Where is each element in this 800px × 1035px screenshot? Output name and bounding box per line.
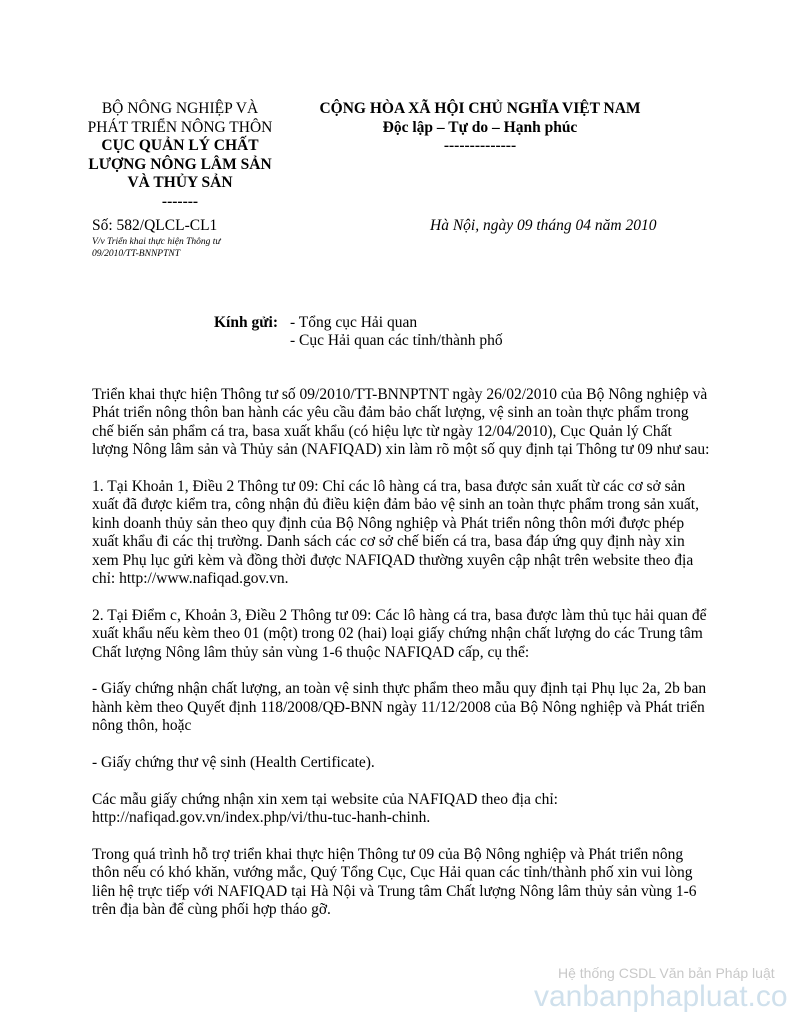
document-date: Hà Nội, ngày 09 tháng 04 năm 2010: [430, 217, 657, 234]
agency-name-line2: LƯỢNG NÔNG LÂM SẢN: [88, 155, 272, 173]
motto-divider: --------------: [443, 137, 517, 154]
recipient-item: - Tổng cục Hải quan: [290, 314, 418, 331]
national-header-block: [300, 100, 660, 156]
agency-name-line3: VÀ THỦY SẢN: [127, 174, 233, 191]
document-number: Số: 582/QLCL-CL1: [92, 217, 218, 234]
subject-line1: V/v Triển khai thực hiện Thông tư: [92, 237, 221, 247]
body-paragraph-item1: 1. Tại Khoản 1, Điều 2 Thông tư 09: Chỉ các lô hàng cá tra, basa được sản xuất từ các cơ sở sản xuất đã được kiểm tra, công nhận đủ điều kiện đảm bảo vệ sinh an toàn thực phẩm trong sản xuất, kinh doanh thủy sản theo quy định của Bộ Nông nghiệp và Phát triển nông thôn mới được phép xuất khẩu đi các thị trường. Danh sách các cơ sở chế biến cá tra, basa đáp ứng quy định này xin xem Phụ lục gửi kèm và đồng thời được NAFIQAD thường xuyên cập nhật trên website theo địa chỉ: http://www.nafiqad.gov.vn.: [92, 478, 699, 588]
country-name: CỘNG HÒA XÃ HỘI CHỦ NGHĨA VIỆT NAM: [319, 100, 641, 117]
ministry-name-line1: BỘ NÔNG NGHIỆP VÀ: [101, 100, 259, 117]
body-paragraph-forms: Các mẫu giấy chứng nhận xin xem tại website của NAFIQAD theo địa chỉ: http://nafiqad.gov.vn/index.php/vi/thu-tuc-hanh-chinh.: [92, 790, 558, 827]
body-paragraph-certificate-a: - Giấy chứng nhận chất lượng, an toàn vệ sinh thực phẩm theo mẫu quy định tại Phụ lục 2a, 2b ban hành kèm theo Quyết định 118/2008/QĐ-BNN ngày 11/12/2008 của Bộ Nông nghiệp và Phát triển nông thôn, hoặc: [92, 680, 707, 735]
watermark-site: vanbanphapluat.co: [534, 980, 788, 1013]
body-paragraph-item2: 2. Tại Điểm c, Khoản 3, Điều 2 Thông tư 09: Các lô hàng cá tra, basa được làm thủ tục hải quan để xuất khẩu nếu kèm theo 01 (một) trong 02 (hai) loại giấy chứng nhận chất lượng do các Trung tâm Chất lượng Nông lâm thủy sản vùng 1-6 thuộc NAFIQAD cấp, cụ thể:: [92, 606, 707, 661]
body-paragraph-contact: Trong quá trình hỗ trợ triển khai thực hiện Thông tư 09 của Bộ Nông nghiệp và Phát triển nông thôn nếu có khó khăn, vướng mắc, Quý Tổng Cục, Cục Hải quan các tỉnh/thành phố xin vui lòng liên hệ trực tiếp với NAFIQAD tại Hà Nội và Trung tâm Chất lượng Nông lâm thủy sản vùng 1-6 trên địa bàn để cùng phối hợp tháo gỡ.: [92, 846, 697, 919]
body-paragraph-certificate-b: - Giấy chứng thư vệ sinh (Health Certificate).: [92, 754, 375, 772]
document-subject: [92, 236, 282, 260]
document-body: [92, 386, 712, 938]
recipients-list: [290, 314, 503, 350]
watermark-caption: Hệ thống CSDL Văn bản Pháp luật: [558, 965, 775, 981]
ministry-name-line2: PHÁT TRIỂN NÔNG THÔN: [87, 118, 273, 136]
agency-name-line1: CỤC QUẢN LÝ CHẤT: [101, 137, 259, 154]
national-motto: Độc lập – Tự do – Hạnh phúc: [382, 118, 578, 136]
issuing-agency-block: [80, 100, 280, 211]
subject-line2: 09/2010/TT-BNNPTNT: [92, 249, 180, 259]
recipients-label: Kính gửi:: [214, 314, 278, 331]
body-paragraph-intro: Triển khai thực hiện Thông tư số 09/2010/TT-BNNPTNT ngày 26/02/2010 của Bộ Nông nghiệp và Phát triển nông thôn ban hành các yêu cầu đảm bảo chất lượng, vệ sinh an toàn thực phẩm trong chế biến sản phẩm cá tra, basa xuất khẩu (có hiệu lực từ ngày 12/04/2010), Cục Quản lý Chất lượng Nông lâm sản và Thủy sản (NAFIQAD) xin làm rõ một số quy định tại Thông tư 09 như sau:: [92, 386, 710, 459]
recipient-item: - Cục Hải quan các tỉnh/thành phố: [290, 332, 503, 349]
agency-divider: -------: [161, 192, 199, 210]
